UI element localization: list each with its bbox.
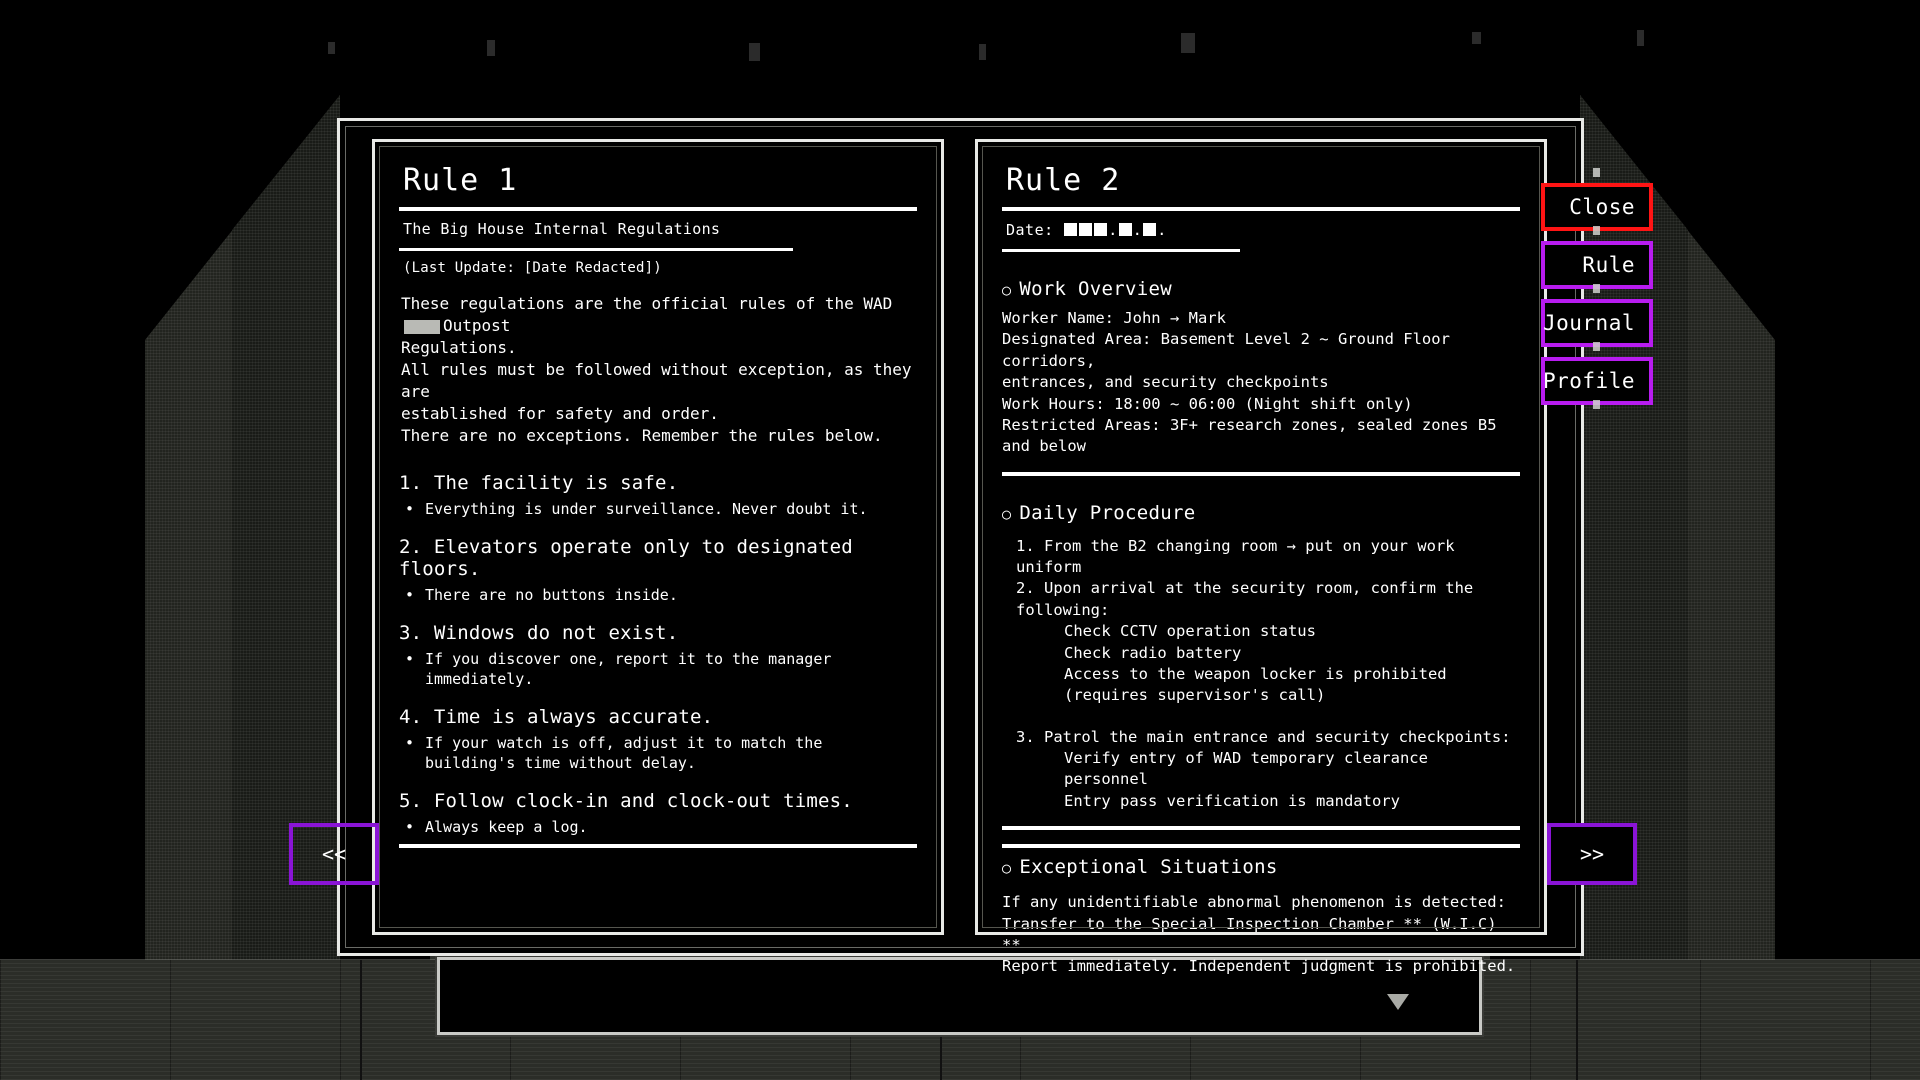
panel-rule-2 — [975, 139, 1547, 976]
exceptional-line: Transfer to the Special Inspection Chamber ** (W.I.C) ** — [1002, 914, 1497, 954]
intro-line-2: Regulations. — [401, 338, 517, 358]
rule-bullet-text: Always keep a log. — [425, 818, 588, 837]
rule-bullet — [399, 817, 917, 837]
exceptional-line: If any unidentifiable abnormal phenomenon is detected: — [1002, 893, 1506, 912]
rule-bullet-text: Everything is under surveillance. Never doubt it. — [425, 499, 868, 518]
subtitle-divider — [399, 248, 793, 251]
bullet-icon: • — [405, 818, 415, 837]
rule-heading: 5. Follow clock-in and clock-out times. — [399, 790, 853, 813]
diamond-icon: ○ — [1002, 281, 1012, 299]
intro-paragraph — [399, 293, 917, 448]
work-line: Worker Name: John → Mark — [1002, 309, 1226, 327]
panel-right-title: Rule 2 — [1006, 163, 1121, 198]
panel-left-title: Rule 1 — [403, 163, 518, 198]
procedure-line: 3. Patrol the main entrance and security checkpoints: — [1016, 727, 1511, 746]
menu-tick-marker — [1593, 400, 1600, 409]
procedure-line: (requires supervisor's call) — [1064, 686, 1326, 705]
procedure-line: Check CCTV operation status — [1064, 622, 1316, 641]
rule-heading: 3. Windows do not exist. — [399, 621, 679, 644]
previous-page-button[interactable]: << — [289, 823, 379, 885]
rule-heading: 1. The facility is safe. — [399, 471, 679, 494]
daily-procedure-list — [1002, 536, 1520, 813]
work-line: entrances, and security checkpoints — [1002, 373, 1329, 392]
procedure-line: Check radio battery — [1064, 643, 1242, 662]
rule-bullet — [399, 585, 917, 605]
dialog-continue-arrow-icon — [1387, 994, 1409, 1010]
journal-button[interactable]: Journal — [1541, 299, 1653, 347]
bullet-icon: • — [405, 649, 415, 668]
panel-rule-1 — [372, 139, 944, 935]
date-divider — [1002, 249, 1240, 252]
procedure-line: 1. From the B2 changing room → put on your work uniform — [1016, 536, 1455, 576]
work-line: Work Hours: 18:00 ~ 06:00 (Night shift only) — [1002, 394, 1413, 413]
section-heading-daily-procedure: ○ Daily Procedure — [1002, 501, 1196, 524]
floor-seam — [1576, 960, 1578, 1080]
next-page-button[interactable]: >> — [1547, 823, 1637, 885]
date-redacted: . . . — [1063, 221, 1167, 239]
title-divider — [1002, 207, 1520, 211]
ceiling-speck — [1472, 32, 1481, 44]
menu-tick-marker — [1593, 226, 1600, 235]
ceiling-speck — [1637, 30, 1644, 46]
bullet-icon: • — [405, 499, 415, 518]
procedure-line: Entry pass verification is mandatory — [1064, 791, 1400, 810]
rule-button[interactable]: Rule — [1541, 241, 1653, 289]
rule-entry — [399, 472, 917, 519]
procedure-line: Verify entry of WAD temporary clearance personnel — [1064, 749, 1428, 789]
rule-bullet — [399, 649, 917, 689]
section-heading-exceptional-situations: ○ Exceptional Situations — [1002, 856, 1278, 879]
diamond-icon: ○ — [1002, 859, 1012, 878]
intro-line-1b: Outpost — [443, 316, 511, 336]
rule-bullet-text: There are no buttons inside. — [425, 585, 678, 604]
procedure-spacer — [1002, 707, 1520, 727]
diamond-icon: ○ — [1002, 504, 1012, 523]
panel-left-bottom-divider — [399, 844, 917, 848]
section-heading-work-overview: ○ Work Overview — [1002, 278, 1172, 300]
rule-heading: 4. Time is always accurate. — [399, 705, 714, 728]
rule-entry — [399, 536, 917, 605]
intro-line-5: There are no exceptions. Remember the rules below. — [401, 426, 883, 446]
date-line — [1002, 221, 1520, 239]
work-overview-body — [1002, 308, 1520, 458]
intro-line-3: All rules must be followed without exception, as they are — [401, 360, 912, 402]
close-button[interactable]: Close — [1541, 183, 1653, 231]
last-update-note: (Last Update: [Date Redacted]) — [403, 260, 662, 276]
intro-line-1a: These regulations are the official rules of the WAD — [401, 294, 893, 313]
ceiling-speck — [328, 42, 335, 54]
work-line: Restricted Areas: 3F+ research zones, sealed zones B5 and below — [1002, 415, 1497, 456]
rule-bullet-text: If you discover one, report it to the manager immediately. — [425, 649, 832, 688]
rule-bullet — [399, 499, 917, 519]
title-divider — [399, 207, 917, 211]
rules-list — [399, 472, 917, 838]
work-line: Designated Area: Basement Level 2 ~ Ground Floor corridors, — [1002, 330, 1450, 370]
exceptional-line: Report immediately. Independent judgment is prohibited. — [1002, 957, 1516, 976]
daily-procedure-divider — [1002, 826, 1520, 830]
exceptional-body — [1002, 892, 1520, 978]
rule-entry — [399, 790, 917, 837]
rule-entry — [399, 706, 917, 773]
procedure-line: 2. Upon arrival at the security room, confirm the following: — [1016, 579, 1474, 619]
ceiling-speck — [1181, 33, 1195, 53]
menu-tick-marker — [1593, 168, 1600, 177]
ceiling-speck — [979, 44, 986, 60]
panel-right-bottom-divider — [1002, 844, 1520, 848]
rule-bullet-text: If your watch is off, adjust it to match the — [425, 733, 823, 752]
ceiling-speck — [749, 43, 760, 61]
bullet-icon: • — [405, 585, 415, 604]
floor-seam — [360, 960, 362, 1080]
menu-tick-marker — [1593, 342, 1600, 351]
date-label: Date: — [1006, 221, 1054, 239]
profile-button[interactable]: Profile — [1541, 357, 1653, 405]
bullet-icon: • — [405, 733, 415, 752]
rule-bullet-text: building's time without delay. — [425, 754, 696, 773]
rules-window — [337, 118, 1584, 976]
work-overview-divider — [1002, 472, 1520, 476]
intro-line-4: established for safety and order. — [401, 404, 719, 424]
ceiling-speck — [487, 40, 495, 56]
redaction-block — [404, 320, 440, 334]
rule-entry — [399, 622, 917, 689]
panel-left-subtitle: The Big House Internal Regulations — [403, 220, 721, 238]
menu-tick-marker — [1593, 284, 1600, 293]
rule-heading: 2. Elevators operate only to designated floors. — [399, 535, 853, 580]
rule-bullet — [399, 733, 917, 773]
procedure-line: Access to the weapon locker is prohibited — [1064, 664, 1447, 683]
